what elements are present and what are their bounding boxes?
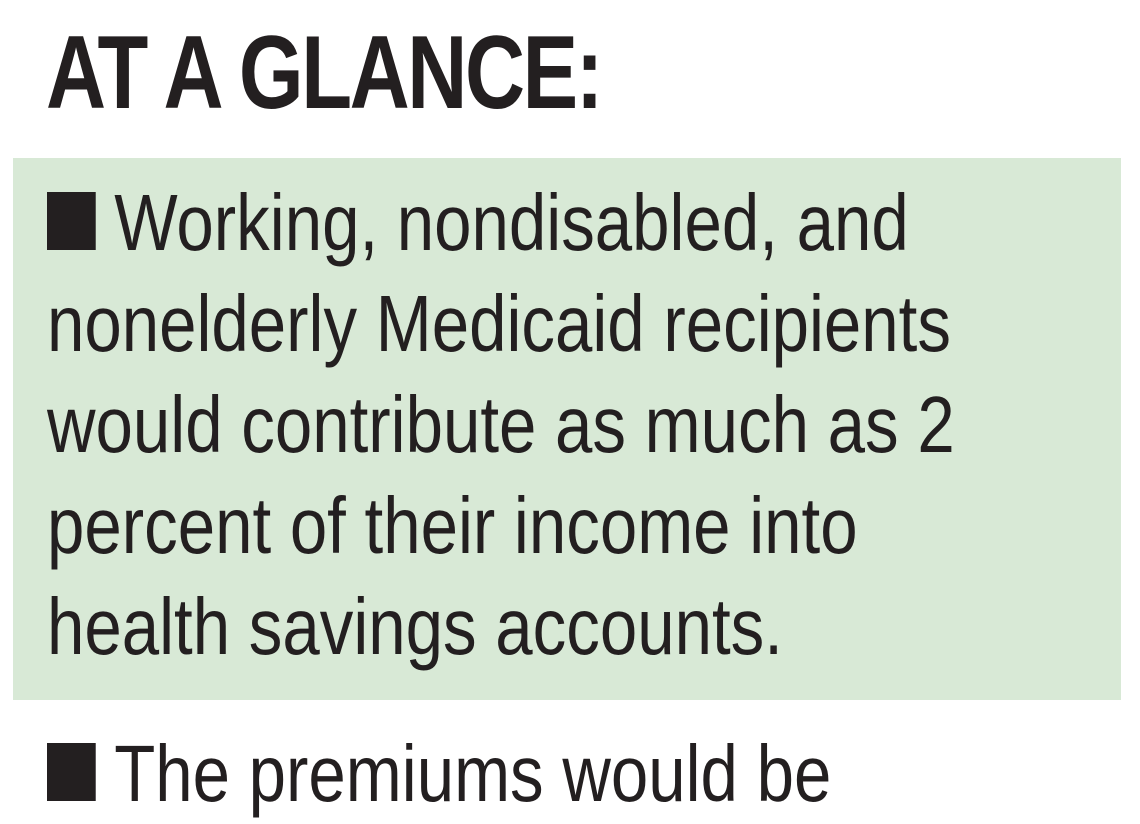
bullet-item-1 (47, 172, 955, 677)
bullet-2-line-1: The premiums would be (114, 729, 832, 818)
bullet-square-icon (47, 743, 96, 801)
bullet-1-line-4: percent of their income into (47, 481, 858, 570)
bullet-1-line-3: would contribute as much as 2 (47, 380, 955, 469)
heading-at-a-glance: AT A GLANCE: (46, 15, 602, 131)
bullet-1-line-5: health savings accounts. (47, 582, 783, 671)
bullet-1-line-1: Working, nondisabled, and (114, 178, 909, 267)
bullet-square-icon (47, 192, 96, 250)
bullet-item-2 (47, 723, 831, 824)
bullet-1-line-2: nonelderly Medicaid recipients (47, 279, 951, 368)
